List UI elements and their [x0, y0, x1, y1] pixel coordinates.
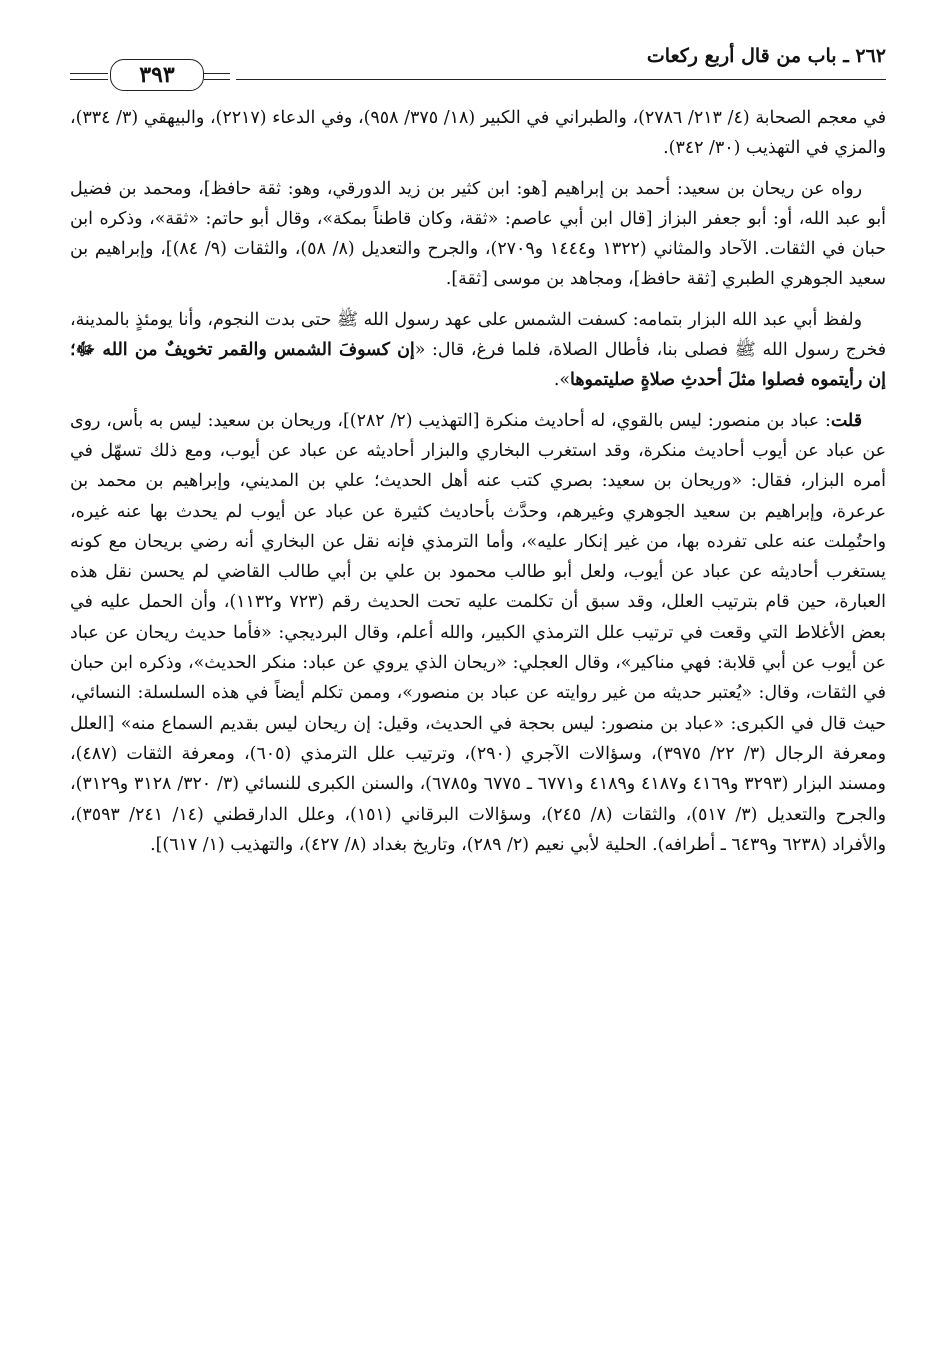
commentary-lead: قلت	[830, 410, 863, 431]
page-number-badge	[70, 59, 230, 93]
commentary-text: : عباد بن منصور: ليس بالقوي، له أحاديث منكرة [التهذيب (٢/ ٢٨٢)]، وريحان بن سعيد: ليس به بأس، روى عن عباد عن أيوب أحاديث منكرة، وقد استغرب البخاري والبزار أحاديثه عن عباد عن أيوب، ومع ذلك تسهّل في أمره البزار، فقال: «وريحان بن سعيد: بصري كتب عنه أهل الحديث؛ علي بن المديني، وإبراهيم بن محمد بن عرعرة، وإبراهيم بن سعيد الجوهري وغيرهم، وحدَّث بأحاديث كثيرة عن عباد عن أيوب لم يحدث بها عنه غيره، واحتُمِلت عنه على تفرده بها، من غير إنكار عليه»، وأما الترمذي فإنه نقل عن البخاري أنه رضي بريحان مع كونه يستغرب أحاديثه عن عباد عن أيوب، ولعل أبو طالب محمود بن علي بن أبي طالب القاضي لم يحسن نقل هذه العبارة، حين قام بترتيب العلل، وقد سبق أن تكلمت عليه تحت الحديث رقم (٧٢٣ و١١٣٢)، وأن الحمل عليه في بعض الأغلاط التي وقعت في ترتيب علل الترمذي الكبير، والله أعلم، وقال البرديجي: «فأما حديث ريحان عن عباد عن أيوب عن أبي قلابة: فهي مناكير»، وقال العجلي: «ريحان الذي يروي عن عباد: منكر الحديث»، وذكره ابن حبان في الثقات، وقال: «يُعتبر حديثه من غير روايته عن عباد بن منصور»، وممن تكلم أيضاً في هذه السلسلة: النسائي، حيث قال في الكبرى: «عباد بن منصور: ليس بحجة في الحديث، وقيل: إن ريحان ليس بقديم السماع منه» [العلل ومعرفة الرجال (٣/ ٢٢/ ٣٩٧٥)، وسؤالات الآجري (٢٩٠)، وترتيب علل الترمذي (٦٠٥)، ومعرفة الثقات (٤٨٧)، ومسند البزار (٣٢٩٣ و٤١٦٩ و٤١٨٧ و٤١٨٩ و٦٧٧١ ـ ٦٧٧٥ و٦٧٨٥)، والسنن الكبرى للنسائي (٣/ ٣٢٠/ ٣١٢٨ و٣١٢٩)، والجرح والتعديل (٣/ ٥١٧)، والثقات (٨/ ٢٤٥)، وسؤالات البرقاني (١٥١)، وعلل الدارقطني (١٤/ ٢٤١/ ٣٥٩٣)، والأفراد (٦٢٣٨ و٦٤٣٩ ـ أطرافه). الحلية لأبي نعيم (٢/ ٢٨٩)، وتاريخ بغداد (٨/ ٤٢٧)، والتهذيب (١/ ٦١٧)].	[70, 410, 887, 855]
header-rule	[236, 79, 886, 80]
chapter-title: ٢٦٢ ـ باب من قال أربع ركعات	[646, 45, 886, 67]
paragraph-hadith-text	[70, 305, 886, 396]
running-header	[70, 45, 886, 88]
badge-rule-right	[204, 73, 230, 80]
badge-rule-left	[70, 73, 108, 80]
hadith-intro: ولفظ أبي عبد الله البزار بتمامه: كسفت الشمس على عهد رسول الله ﷺ حتى بدت النجوم، وأنا يومئذٍ بالمدينة، فخرج رسول الله ﷺ فصلى بنا، فأطال الصلاة، فلما فرغ، قال: «	[70, 309, 887, 361]
paragraph-narrators: رواه عن ريحان بن سعيد: أحمد بن إبراهيم [هو: ابن كثير بن زيد الدورقي، وهو: ثقة حافظ]، ومحمد بن فضيل أبو عبد الله، أو: أبو جعفر البزاز [قال ابن أبي عاصم: «ثقة، وكان قاطناً بمكة»، وقال أبو حاتم: «ثقة»، وذكره ابن حبان في الثقات. الآحاد والمثاني (١٣٢٢ و١٤٤٤ و٢٧٠٩)، والجرح والتعديل (٨/ ٥٨)، والثقات (٩/ ٨٤)]، وإبراهيم بن سعيد الجوهري الطبري [ثقة حافظ]، ومجاهد بن موسى [ثقة].	[70, 178, 886, 290]
book-page	[70, 45, 886, 870]
paragraph-citations: في معجم الصحابة (٤/ ٢١٣/ ٢٧٨٦)، والطبراني في الكبير (١٨/ ٣٧٥/ ٩٥٨)، وفي الدعاء (٢٢١٧)، والبيهقي (٣/ ٣٣٤)، والمزي في التهذيب (٣٠/ ٣٤٢).	[70, 108, 887, 159]
hadith-quote: إن كسوفَ الشمس والقمر تخويفٌ من الله ﷻ؛ إن رأيتموه فصلوا مثلَ أحدثِ صلاةٍ صليتموها	[70, 340, 886, 391]
body-text	[70, 103, 886, 860]
page-number: ٣٩٣	[110, 59, 204, 91]
hadith-end: ».	[553, 370, 571, 391]
paragraph-commentary	[70, 406, 886, 860]
